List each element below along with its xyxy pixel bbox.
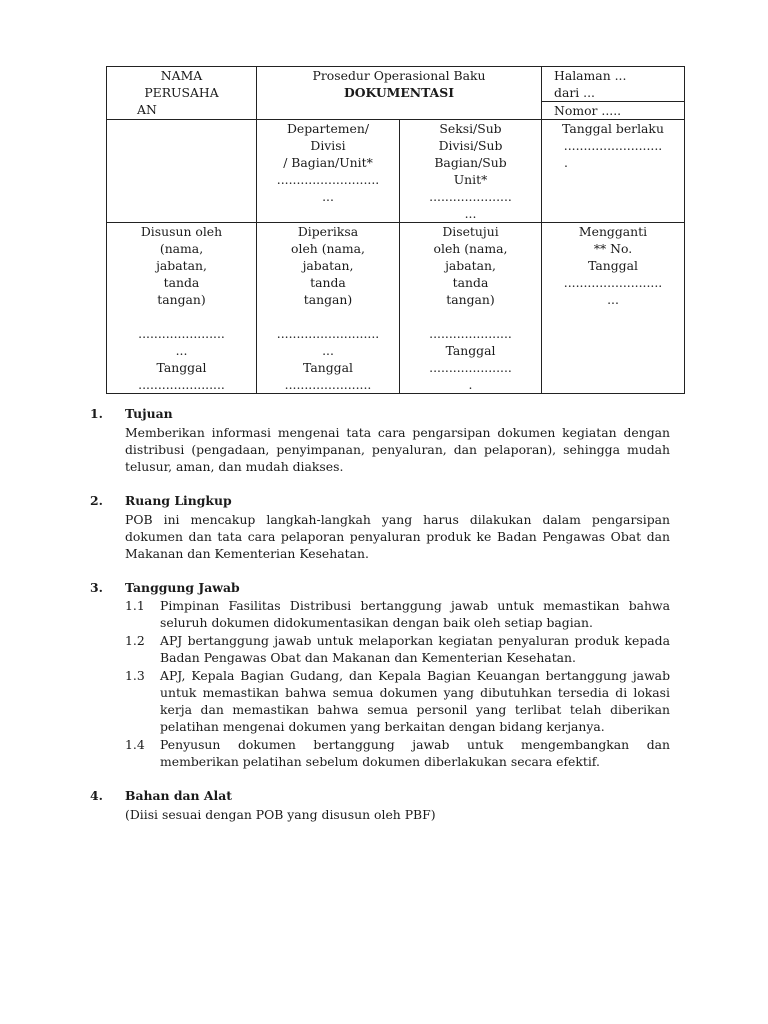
department-cell: Departemen/ Divisi / Bagian/Unit* .......................... ... (257, 120, 400, 223)
company-spacer-cell (107, 120, 257, 223)
section-purpose (90, 405, 670, 475)
replaces-cell: Mengganti ** No. Tanggal ......................... ... (542, 223, 685, 394)
list-item-text: APJ, Kepala Bagian Gudang, dan Kepala Bagian Keuangan bertanggung jawab untuk memastikan bahwa semua dokumen yang dibutuhkan tersedia di lokasi kerja dan memastikan bahwa semua personil yang terlibat telah diberikan pelatihan mengenai dokumen yang berkaitan dengan bidang kerjanya. (160, 668, 670, 734)
section-number: 2. (90, 493, 103, 508)
prepared-by-cell: Disusun oleh (nama, jabatan, tanda tangan) ...................... ... Tanggal ...................... (107, 223, 257, 394)
sop-title: DOKUMENTASI (343, 85, 455, 100)
list-item-number: 1.2 (125, 633, 145, 648)
list-item (125, 597, 670, 631)
page-cell: Halaman ... dari ... (542, 67, 685, 102)
list-item (125, 667, 670, 735)
checked-by-cell: Diperiksa oleh (nama, jabatan, tanda tangan) .......................... ... Tanggal ...................... (257, 223, 400, 394)
section-number: 1. (90, 406, 103, 421)
section-title: Ruang Lingkup (125, 493, 232, 508)
list-item (125, 632, 670, 666)
sop-label: Prosedur Operasional Baku (312, 68, 486, 83)
list-item-text: Penyusun dokumen bertanggung jawab untuk mengembangkan dan memberikan pelatihan sebelum dokumen diberlakukan secara efektif. (160, 737, 670, 769)
section-number: 4. (90, 788, 103, 803)
list-item-number: 1.4 (125, 737, 145, 752)
section-body: Memberikan informasi mengenai tata cara pengarsipan dokumen kegiatan dengan distribusi (pengadaan, penyimpanan, penyaluran, dan pelaporan), sehingga mudah telusur, aman, dan mudah diakses. (125, 425, 670, 474)
sop-title-cell (257, 67, 542, 120)
section-cell: Seksi/Sub Divisi/Sub Bagian/Sub Unit* ..................... ... (400, 120, 542, 223)
section-responsibility (90, 579, 670, 770)
section-body: (Diisi sesuai dengan POB yang disusun oleh PBF) (125, 807, 436, 822)
sections (90, 405, 670, 840)
section-body: POB ini mencakup langkah-langkah yang harus dilakukan dalam pengarsipan dokumen dan tata cara pelaporan penyaluran produk ke Badan Pengawas Obat dan Makanan dan Kementerian Kesehatan. (125, 512, 670, 561)
section-scope (90, 492, 670, 562)
list-item (125, 736, 670, 770)
section-title: Bahan dan Alat (125, 788, 232, 803)
list-item-text: Pimpinan Fasilitas Distribusi bertanggung jawab untuk memastikan bahwa seluruh dokumen didokumentasikan dengan baik oleh setiap bagian. (160, 598, 670, 630)
list-item-number: 1.3 (125, 668, 145, 683)
number-cell: Nomor ..... (542, 102, 685, 120)
company-name-cell: NAMA PERUSAHA AN (107, 67, 257, 120)
section-materials (90, 787, 670, 823)
section-title: Tanggung Jawab (125, 580, 240, 595)
header-table (106, 66, 685, 394)
section-number: 3. (90, 580, 103, 595)
effective-date-cell: Tanggal berlaku ......................... . (542, 120, 685, 223)
approved-by-cell: Disetujui oleh (nama, jabatan, tanda tangan) ..................... Tanggal ..................... . (400, 223, 542, 394)
list-item-text: APJ bertanggung jawab untuk melaporkan kegiatan penyaluran produk kepada Badan Pengawas Obat dan Makanan dan Kementerian Kesehatan. (160, 633, 670, 665)
section-title: Tujuan (125, 406, 173, 421)
list-item-number: 1.1 (125, 598, 145, 613)
